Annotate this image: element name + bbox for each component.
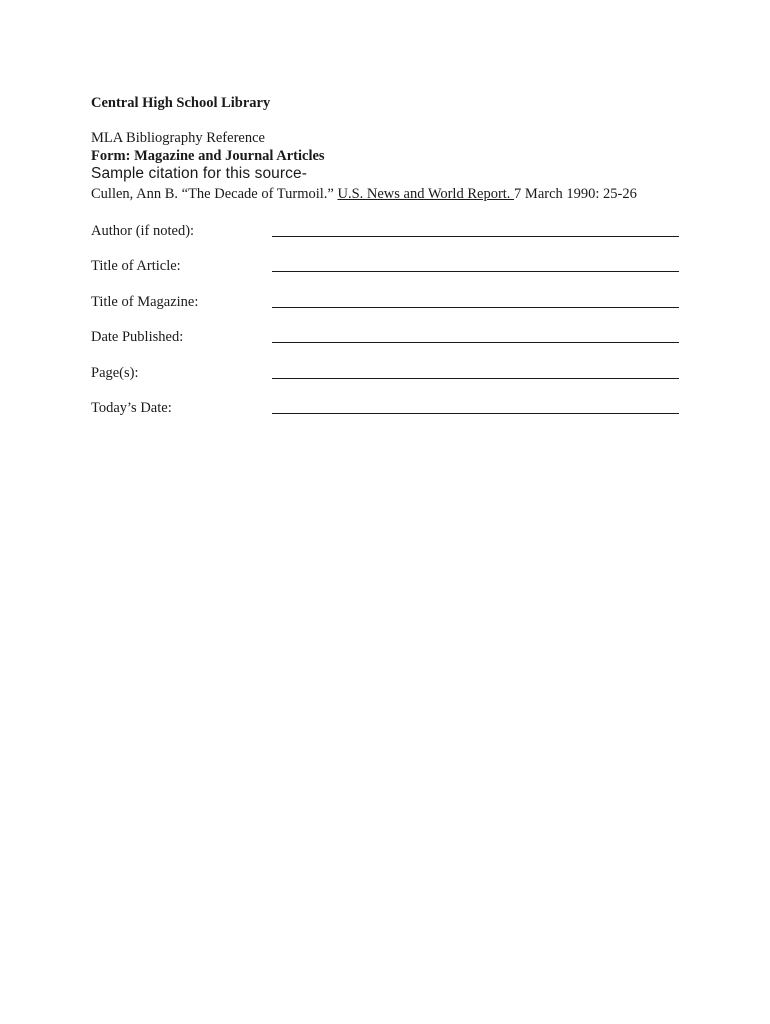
- form-title: Form: Magazine and Journal Articles: [91, 148, 325, 164]
- field-blank-magazine-title[interactable]: [272, 307, 679, 308]
- citation-date-pages: 7 March 1990: 25-26: [514, 186, 637, 202]
- field-article-title: [91, 257, 681, 277]
- field-label-pages: Page(s):: [91, 365, 139, 381]
- sample-citation: [91, 185, 637, 203]
- field-pages: [91, 364, 681, 384]
- citation-publication: U.S. News and World Report.: [337, 186, 515, 202]
- field-label-article-title: Title of Article:: [91, 258, 181, 274]
- field-label-magazine-title: Title of Magazine:: [91, 294, 199, 310]
- field-author: [91, 222, 681, 242]
- library-title: Central High School Library: [91, 95, 271, 111]
- field-blank-todays-date[interactable]: [272, 413, 679, 414]
- field-todays-date: [91, 399, 681, 419]
- field-label-todays-date: Today’s Date:: [91, 400, 172, 416]
- reference-type: MLA Bibliography Reference: [91, 130, 265, 146]
- field-blank-article-title[interactable]: [272, 271, 679, 272]
- field-blank-pages[interactable]: [272, 378, 679, 379]
- field-date-published: [91, 328, 681, 348]
- field-magazine-title: [91, 293, 681, 313]
- field-blank-date-published[interactable]: [272, 342, 679, 343]
- field-label-author: Author (if noted):: [91, 223, 195, 239]
- field-blank-author[interactable]: [272, 236, 679, 237]
- field-label-date-published: Date Published:: [91, 329, 184, 345]
- sample-citation-heading: Sample citation for this source-: [91, 165, 307, 182]
- citation-author-title: Cullen, Ann B. “The Decade of Turmoil.”: [91, 186, 338, 202]
